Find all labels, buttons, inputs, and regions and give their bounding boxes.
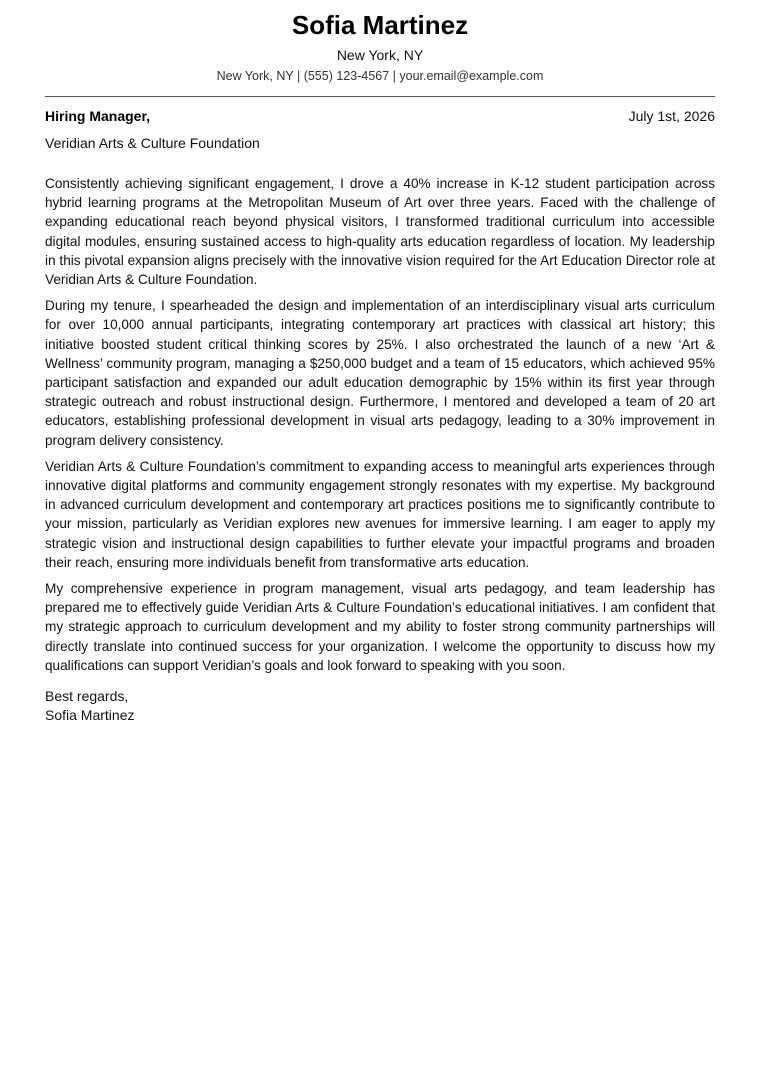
signature-name: Sofia Martinez: [45, 707, 135, 724]
closing-phrase: Best regards,: [45, 688, 129, 705]
recipient-organization: Veridian Arts & Culture Foundation: [45, 135, 260, 151]
body-paragraph-3: Veridian Arts & Culture Foundation’s commitment to expanding access to meaningful arts experiences through innovative digital platforms and community engagement strongly resonates with my expertise. My background in advanced curriculum development and contemporary art practices positions me to significantly contribute to your mission, particularly as Veridian explores new avenues for immersive learning. I am eager to apply my strategic vision and instructional design capabilities to further elevate your impactful programs and broaden their reach, ensuring more individuals benefit from transformative arts education.: [45, 458, 715, 570]
letter-header: [45, 10, 715, 84]
body-paragraph-2: During my tenure, I spearheaded the design and implementation of an interdisciplinary visual arts curriculum for over 10,000 annual participants, integrating contemporary art practices with classical art history; this initiative boosted student critical thinking scores by 25%. I also orchestrated the launch of a new ‘Art & Wellness’ community program, managing a $250,000 budget and a team of 15 educators, which achieved 95% participant satisfaction and expanded our adult education demographic by 15% within its first year through strategic outreach and robust instructional design. Furthermore, I mentored and developed a team of 20 art educators, establishing professional development in visual arts pedagogy, leading to a 30% improvement in program delivery consistency.: [45, 298, 715, 448]
applicant-contact-line: New York, NY | (555) 123-4567 | your.email@example.com: [216, 69, 544, 83]
letter-date: July 1st, 2026: [628, 108, 715, 124]
body-paragraph-4: My comprehensive experience in program management, visual arts pedagogy, and team leadership has prepared me to effectively guide Veridian Arts & Culture Foundation’s educational initiatives. I am confident that my strategic approach to curriculum development and my ability to foster strong community partnerships will directly translate into continued success for your organization. I welcome the opportunity to discuss how my qualifications can support Veridian’s goals and look forward to speaking with you soon.: [45, 581, 715, 673]
letter-closing: [45, 687, 715, 725]
recipient-salutation: Hiring Manager,: [45, 108, 151, 124]
header-divider: [45, 96, 715, 97]
letter-body: [45, 174, 715, 675]
applicant-name: Sofia Martinez: [291, 10, 469, 40]
applicant-location: New York, NY: [336, 47, 424, 63]
recipient-date-row: [45, 107, 715, 125]
body-paragraph-1: Consistently achieving significant engagement, I drove a 40% increase in K-12 student participation across hybrid learning programs at the Metropolitan Museum of Art over three years. Faced with the challenge of expanding educational reach beyond physical visitors, I transformed traditional curriculum into accessible digital modules, ensuring sustained access to high-quality arts education regardless of location. My leadership in this pivotal expansion aligns precisely with the innovative vision required for the Art Education Director role at Veridian Arts & Culture Foundation.: [45, 176, 715, 288]
